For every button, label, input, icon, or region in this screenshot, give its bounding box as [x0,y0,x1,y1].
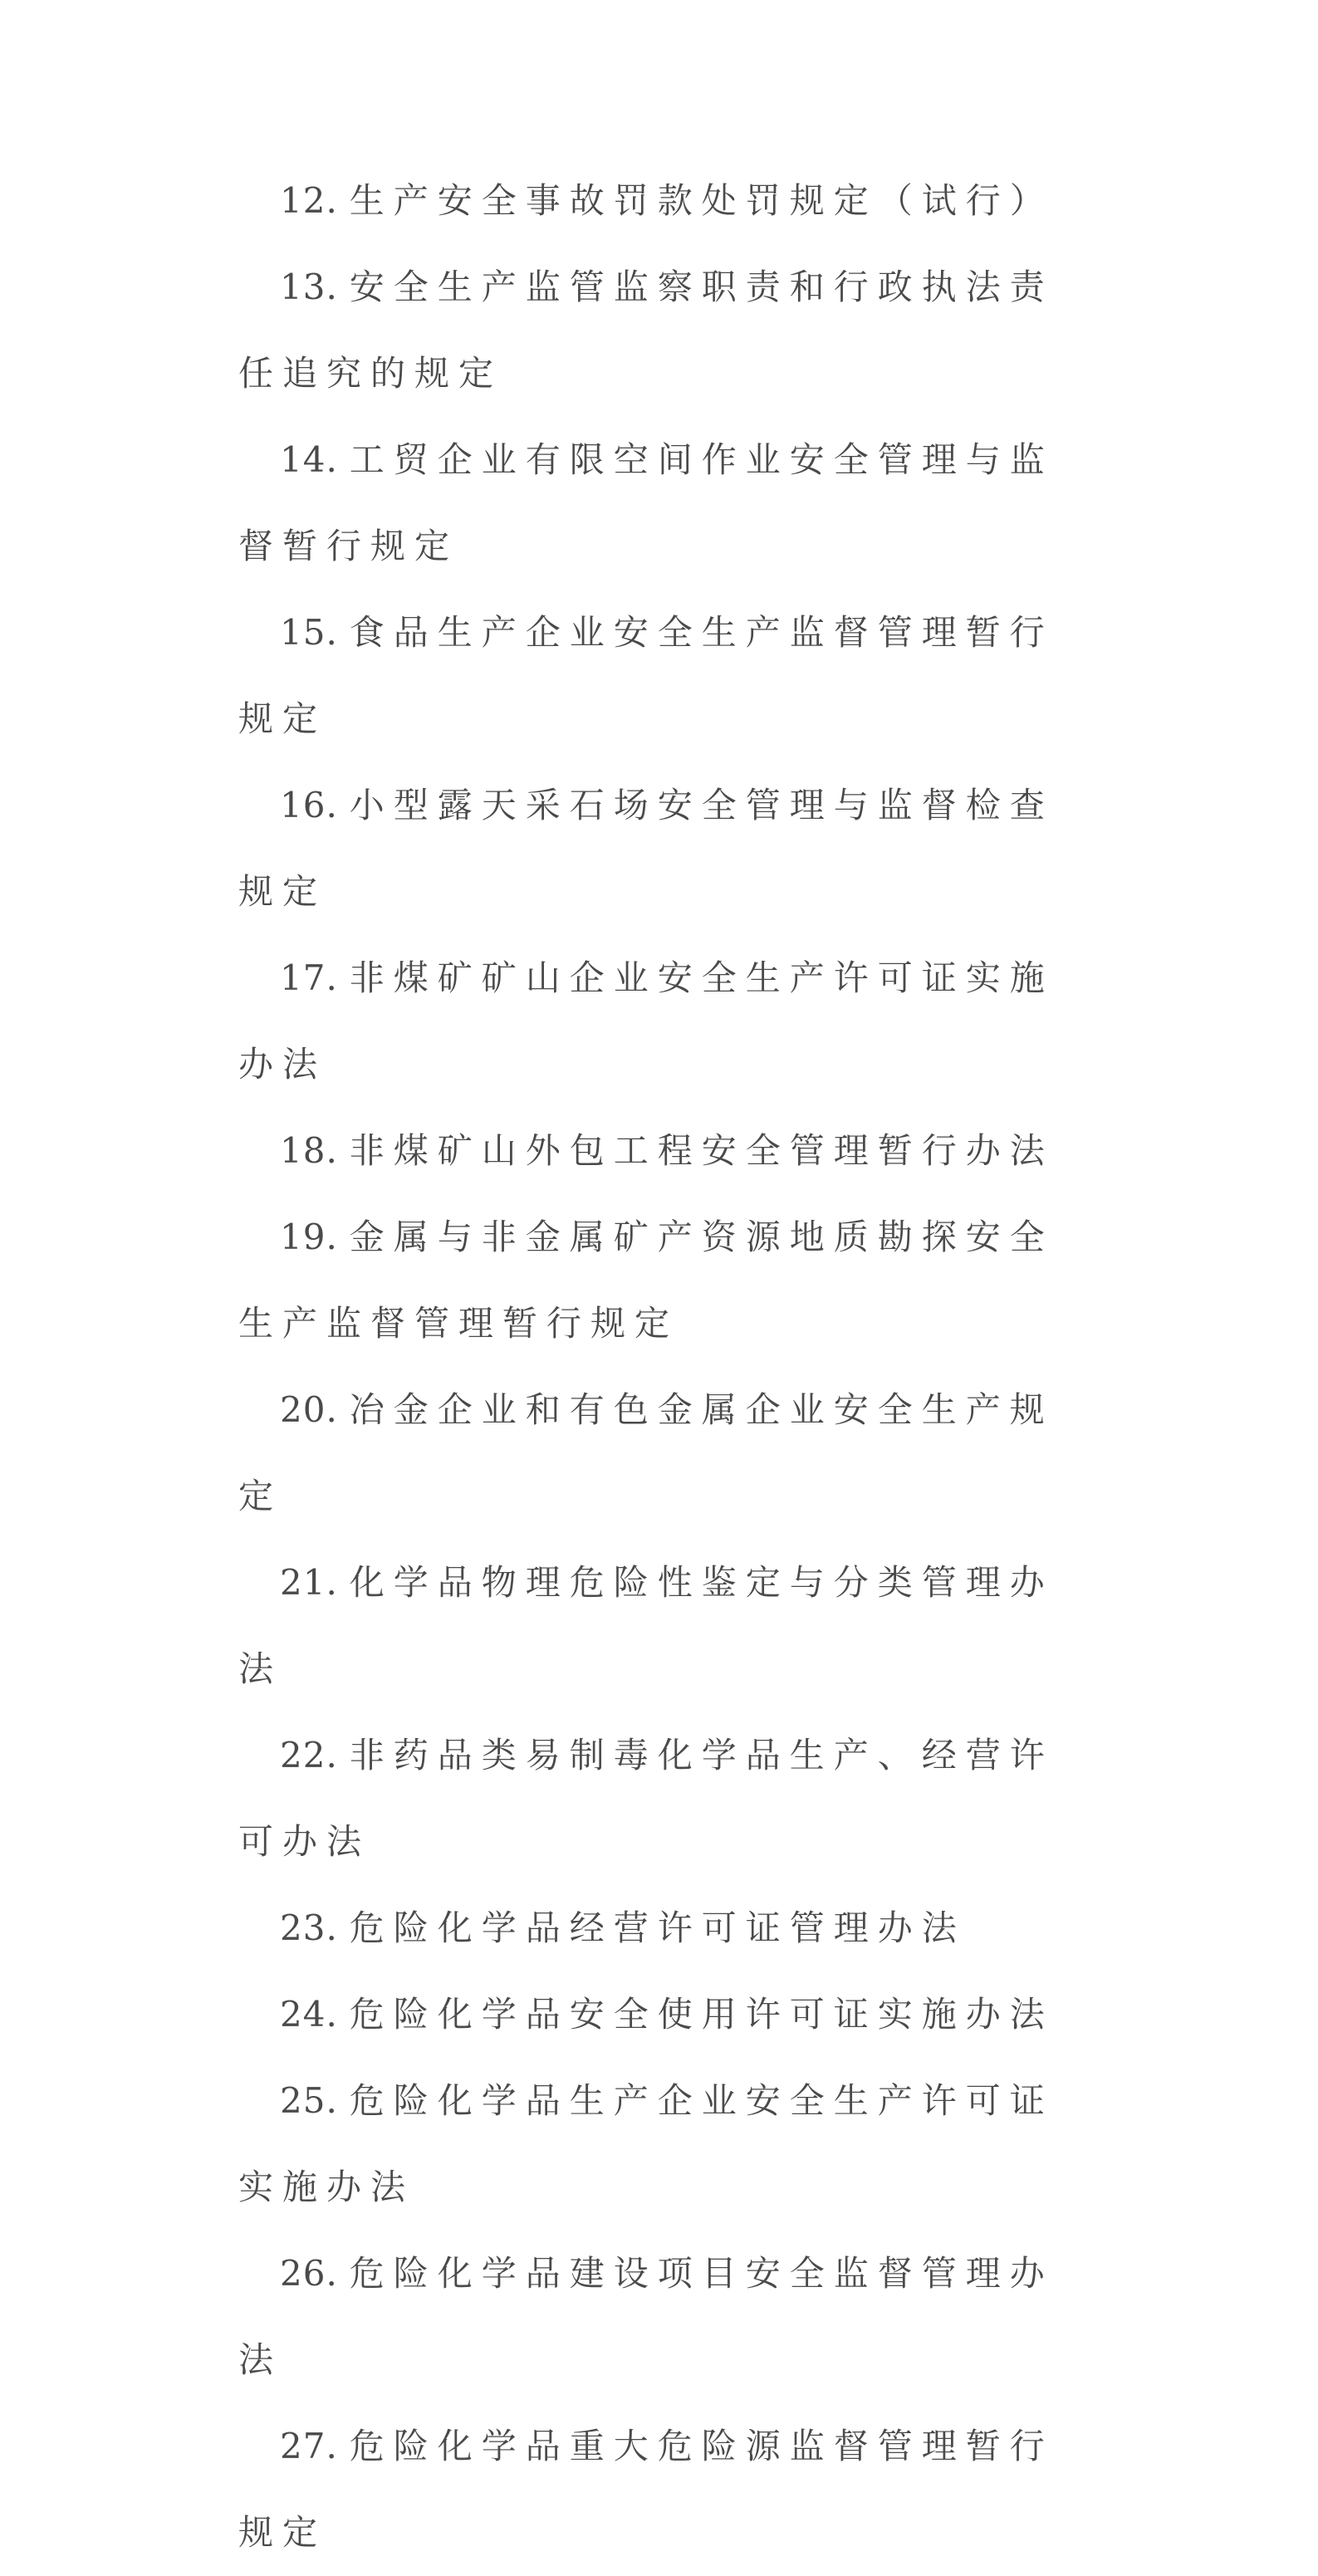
list-item [238,1194,1094,1367]
item-title: 小型露天采石场安全管理与监督检查规定 [238,785,1054,912]
item-number: 12. [280,180,338,221]
item-title: 非煤矿山外包工程安全管理暂行办法 [349,1130,1054,1171]
list-item [238,2231,1094,2403]
list-item [238,1108,1094,1194]
item-number: 23. [280,1908,338,1948]
list-item [238,1971,1094,2058]
list-item [238,935,1094,1108]
list-item [238,244,1094,417]
item-number: 18. [280,1130,338,1171]
item-number: 19. [280,1217,338,1257]
item-number: 14. [280,439,338,480]
item-title: 生产安全事故罚款处罚规定（试行） [349,180,1054,221]
item-number: 13. [280,267,338,307]
list-item [238,1367,1094,1540]
list-item [238,762,1094,935]
item-title: 工贸企业有限空间作业安全管理与监督暂行规定 [238,439,1054,566]
list-item [238,1540,1094,1712]
item-number: 17. [280,957,338,998]
item-title: 危险化学品建设项目安全监督管理办法 [238,2253,1054,2380]
regulation-list [238,158,1094,2576]
item-number: 16. [280,785,338,825]
item-title: 危险化学品经营许可证管理办法 [349,1908,966,1948]
item-title: 危险化学品重大危险源监督管理暂行规定 [238,2426,1054,2553]
list-item [238,1712,1094,1885]
list-item [238,2058,1094,2231]
item-title: 食品生产企业安全生产监督管理暂行规定 [238,612,1054,739]
item-title: 非煤矿矿山企业安全生产许可证实施办法 [238,957,1054,1085]
item-number: 22. [280,1735,338,1775]
list-item [238,2403,1094,2576]
item-number: 24. [280,1994,338,2035]
item-number: 15. [280,612,338,653]
item-title: 化学品物理危险性鉴定与分类管理办法 [238,1562,1054,1689]
item-title: 冶金企业和有色金属企业安全生产规定 [238,1389,1054,1516]
item-title: 危险化学品生产企业安全生产许可证实施办法 [238,2080,1054,2207]
list-item [238,1885,1094,1971]
item-title: 安全生产监管监察职责和行政执法责任追究的规定 [238,267,1054,394]
item-title: 金属与非金属矿产资源地质勘探安全生产监督管理暂行规定 [238,1217,1054,1344]
item-number: 20. [280,1389,338,1430]
item-number: 25. [280,2080,338,2121]
list-item [238,590,1094,762]
item-number: 27. [280,2426,338,2466]
item-title: 危险化学品安全使用许可证实施办法 [349,1994,1054,2035]
list-item [238,417,1094,590]
item-title: 非药品类易制毒化学品生产、经营许可办法 [238,1735,1054,1862]
list-item [238,158,1094,244]
item-number: 21. [280,1562,338,1603]
item-number: 26. [280,2253,338,2294]
